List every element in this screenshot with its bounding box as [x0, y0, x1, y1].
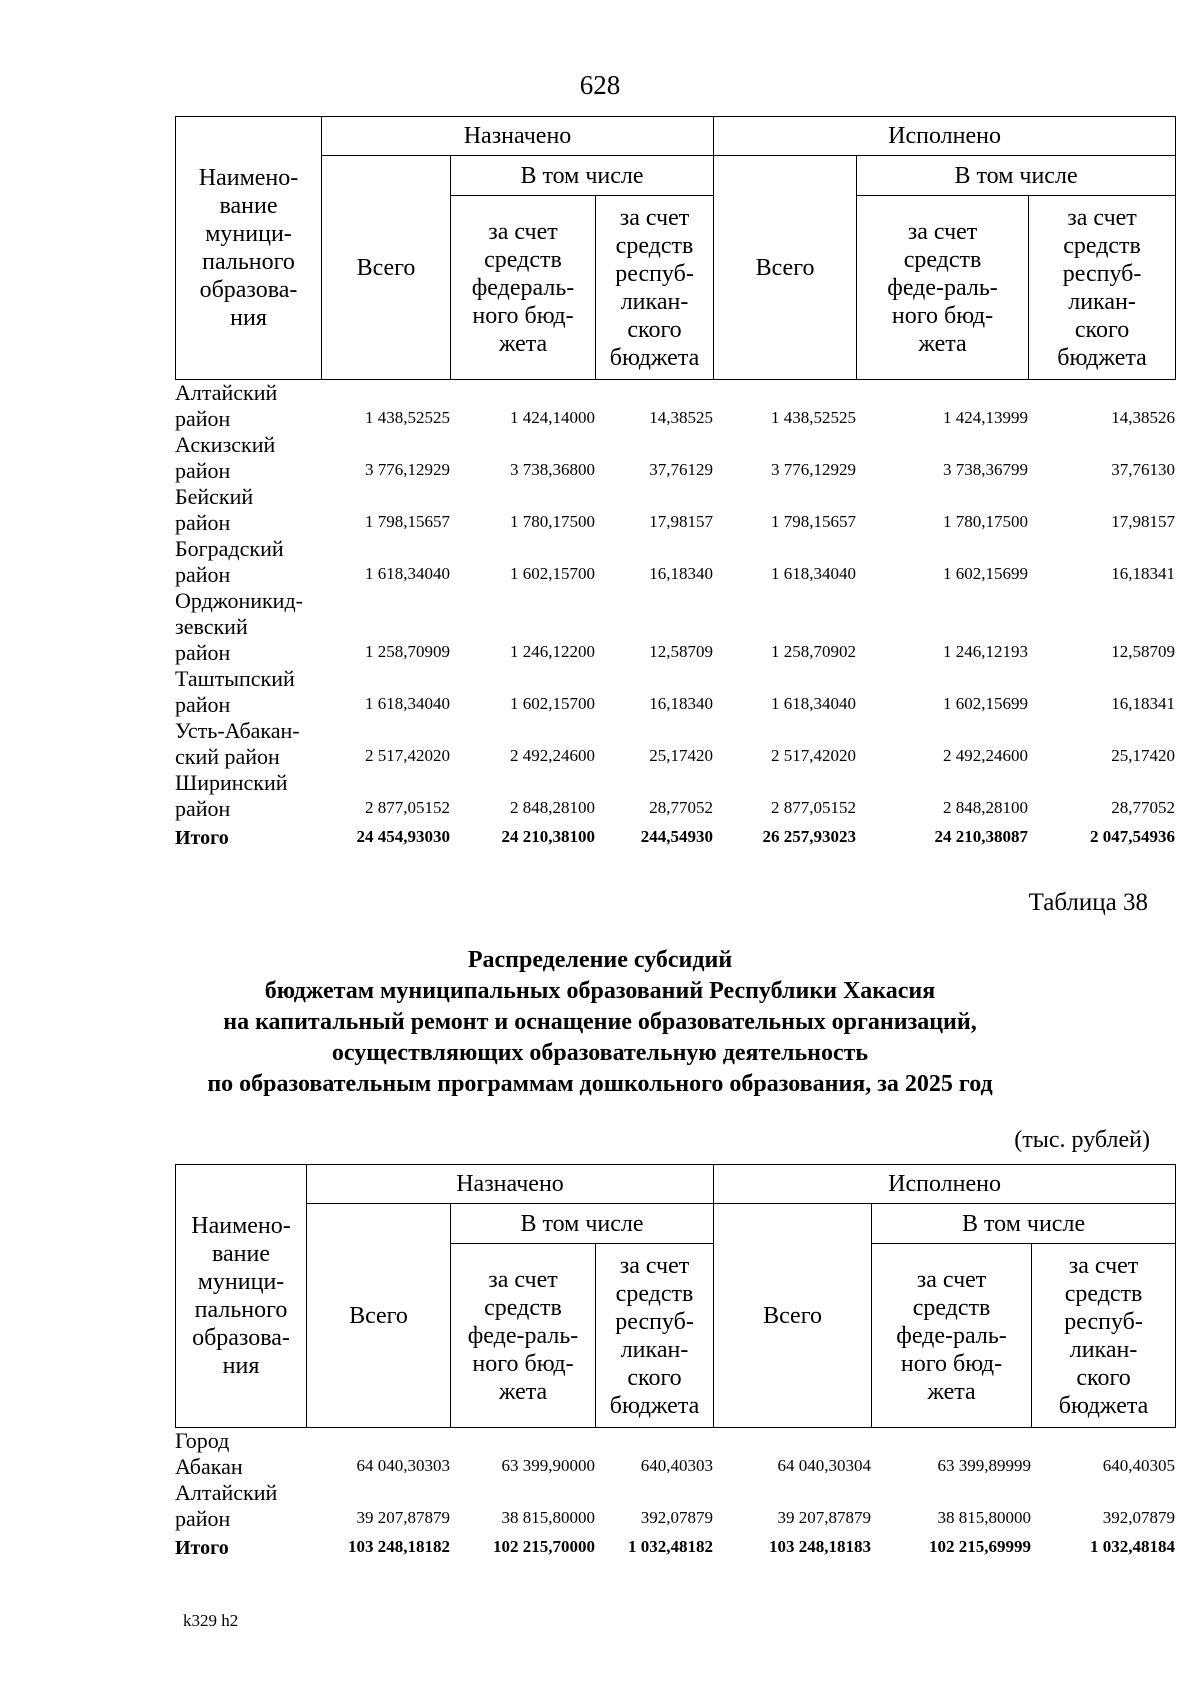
header-line: за счет [916, 1266, 987, 1293]
total-value-cell: 24 210,38100 [501, 827, 595, 846]
value-cell: 1 602,15700 [510, 564, 595, 583]
header-line: ного бюд- [900, 1350, 1003, 1377]
col-header-assigned: Назначено [322, 117, 714, 156]
value-cell: 1 602,15699 [943, 694, 1028, 713]
header-line: феде-раль- [467, 1322, 579, 1349]
header-line: жета [927, 1378, 976, 1405]
value-cell: 1 258,70902 [771, 642, 856, 661]
municipality-name [175, 380, 321, 432]
col-header-name [176, 1165, 307, 1428]
header-line: ликан- [1068, 288, 1136, 315]
value-cell: 16,18340 [649, 564, 713, 583]
name-line: ский район [175, 744, 280, 769]
value-cell: 2 877,05152 [771, 798, 856, 817]
name-line: Усть-Абакан- [175, 718, 300, 743]
value-cell: 14,38526 [1111, 408, 1175, 427]
value-cell: 39 207,87879 [356, 1508, 450, 1527]
footer-code: k329 h2 [183, 1611, 239, 1630]
header-line: образова- [192, 1325, 290, 1351]
name-line: зевский [175, 614, 248, 639]
col-header-assigned-including: В том числе [451, 1204, 714, 1244]
name-line: район [175, 796, 231, 821]
col-header-assigned-including: В том числе [451, 156, 714, 196]
table-row [175, 484, 1175, 536]
name-line: Таштыпский [175, 666, 295, 691]
table-row [175, 666, 1175, 718]
value-cell: 1 602,15699 [943, 564, 1028, 583]
header-line: средств [484, 246, 562, 273]
name-line: Орджоникид- [175, 588, 303, 613]
table-row [175, 380, 1175, 432]
header-line: средств [1064, 1280, 1143, 1307]
municipality-name [175, 432, 321, 484]
col-header-executed-federal [857, 196, 1029, 380]
header-line: муници- [197, 1269, 285, 1295]
value-cell: 1 618,34040 [771, 694, 856, 713]
header-line: средств [903, 246, 982, 273]
value-cell: 28,77052 [649, 798, 713, 817]
name-line: Алтайский [175, 1480, 278, 1505]
header-line: ликан- [620, 288, 689, 315]
value-cell: 3 738,36799 [943, 460, 1028, 479]
total-value-cell: 24 454,93030 [356, 827, 450, 846]
header-line: феде-раль- [896, 1322, 1007, 1349]
title-line: по образовательным программам дошкольного образования, за 2025 год [207, 1071, 993, 1097]
value-cell: 37,76130 [1111, 460, 1175, 479]
header-line: вание [219, 193, 278, 219]
header-line: ликан- [620, 1336, 689, 1363]
header-line: средств [912, 1294, 991, 1321]
value-cell: 1 798,15657 [365, 512, 450, 531]
table-row [175, 1480, 1175, 1532]
header-line: ного бюд- [891, 302, 994, 329]
total-value-cell: 26 257,93023 [762, 827, 856, 846]
table2-body [175, 1428, 1175, 1561]
value-cell: 1 246,12200 [510, 642, 595, 661]
value-cell: 1 424,13999 [943, 408, 1028, 427]
unit-label: (тыс. рублей) [1014, 1127, 1150, 1153]
header-line: ского [1074, 316, 1130, 343]
value-cell: 2 492,24600 [943, 746, 1028, 765]
col-header-executed-total: Всего [714, 1204, 872, 1428]
value-cell: 64 040,30303 [356, 1456, 450, 1475]
total-label: Итого [175, 827, 229, 849]
value-cell: 2 517,42020 [365, 746, 450, 765]
name-line: Бейский [175, 484, 254, 509]
header-line: ского [1076, 1364, 1131, 1391]
title-line: осуществляющих образовательную деятельность [331, 1040, 869, 1066]
header-line: респуб- [1062, 260, 1142, 287]
value-cell: 1 438,52525 [771, 408, 856, 427]
municipality-name [175, 484, 321, 536]
header-line: за счет [619, 1252, 690, 1279]
header-line: респуб- [615, 260, 694, 287]
value-cell: 1 618,34040 [365, 694, 450, 713]
table-row [175, 588, 1175, 666]
title-line: на капитальный ремонт и оснащение образовательных организаций, [223, 1009, 977, 1035]
col-header-assigned-federal [451, 196, 596, 380]
header-line: респуб- [1064, 1308, 1143, 1335]
header-line: за счет [907, 218, 978, 245]
total-value-cell: 102 215,70000 [493, 1537, 595, 1556]
total-value-cell: 244,54930 [640, 827, 713, 846]
header-line: бюджета [609, 1392, 700, 1419]
value-cell: 1 602,15700 [510, 694, 595, 713]
value-cell: 63 399,89999 [937, 1456, 1031, 1475]
header-line: за счет [1067, 204, 1137, 231]
value-cell: 1 438,52525 [365, 408, 450, 427]
value-cell: 63 399,90000 [501, 1456, 595, 1475]
header-line: феде-раль- [887, 274, 998, 301]
value-cell: 2 877,05152 [365, 798, 450, 817]
value-cell: 17,98157 [1111, 512, 1175, 531]
header-line: пального [194, 1297, 288, 1323]
total-value-cell: 102 215,69999 [929, 1537, 1031, 1556]
title-line: Распределение субсидий [467, 947, 733, 973]
col-header-assigned-republic [596, 1244, 714, 1428]
header-line: средств [1063, 232, 1141, 259]
value-cell: 16,18341 [1111, 694, 1175, 713]
header-line: средств [615, 1280, 694, 1307]
name-line: Абакан [175, 1454, 243, 1479]
total-label: Итого [175, 1537, 229, 1559]
value-cell: 38 815,80000 [501, 1508, 595, 1527]
header-line: за счет [488, 218, 558, 245]
value-cell: 38 815,80000 [937, 1508, 1031, 1527]
header-line: образова- [199, 277, 298, 303]
header-line: бюджета [1058, 1392, 1149, 1419]
value-cell: 640,40303 [640, 1456, 713, 1475]
header-line: пального [202, 249, 295, 275]
header-line: ского [627, 316, 682, 343]
col-header-assigned-republic [596, 196, 714, 380]
value-cell: 37,76129 [649, 460, 713, 479]
name-line: Ширинский [175, 770, 288, 795]
table-row [175, 536, 1175, 588]
col-header-executed: Исполнено [714, 117, 1176, 156]
col-header-assigned: Назначено [307, 1165, 714, 1204]
value-cell: 25,17420 [649, 746, 713, 765]
table2-header [175, 1164, 1176, 1428]
value-cell: 2 517,42020 [771, 746, 856, 765]
total-value-cell: 103 248,18182 [348, 1537, 450, 1556]
page-number: 628 [579, 70, 621, 100]
total-row [175, 822, 1175, 851]
header-line: жета [498, 330, 548, 357]
header-line: средств [615, 232, 694, 259]
table-row [175, 718, 1175, 770]
name-line: Город [175, 1428, 230, 1453]
col-header-assigned-total: Всего [322, 156, 451, 380]
header-line: муници- [205, 221, 292, 247]
header-line: за счет [488, 1266, 558, 1293]
value-cell: 1 246,12193 [943, 642, 1028, 661]
municipality-name [175, 536, 321, 588]
total-value-cell: 2 047,54936 [1090, 827, 1175, 846]
value-cell: 1 424,14000 [510, 408, 595, 427]
municipality-name [175, 1428, 306, 1480]
value-cell: 2 492,24600 [510, 746, 595, 765]
col-header-executed-total: Всего [714, 156, 857, 380]
header-line: средств [484, 1294, 562, 1321]
value-cell: 3 738,36800 [510, 460, 595, 479]
value-cell: 39 207,87879 [777, 1508, 871, 1527]
value-cell: 1 780,17500 [510, 512, 595, 531]
name-line: район [175, 510, 231, 535]
header-line: ния [222, 1353, 260, 1379]
value-cell: 16,18340 [649, 694, 713, 713]
value-cell: 25,17420 [1111, 746, 1175, 765]
table-row [175, 432, 1175, 484]
value-cell: 640,40305 [1102, 1456, 1175, 1475]
value-cell: 1 258,70909 [365, 642, 450, 661]
header-line: ского [627, 1364, 682, 1391]
name-line: район [175, 458, 231, 483]
header-line: федераль- [471, 274, 575, 301]
municipality-name [175, 666, 321, 718]
municipality-name [175, 718, 321, 770]
value-cell: 14,38525 [649, 408, 713, 427]
value-cell: 64 040,30304 [777, 1456, 871, 1475]
value-cell: 1 780,17500 [943, 512, 1028, 531]
title-line: бюджетам муниципальных образований Республики Хакасия [264, 978, 936, 1004]
table1-header [175, 116, 1176, 380]
value-cell: 3 776,12929 [771, 460, 856, 479]
value-cell: 1 798,15657 [771, 512, 856, 531]
header-line: бюджета [1057, 344, 1147, 371]
total-value-cell: 1 032,48184 [1090, 1537, 1175, 1556]
header-line: Наимено- [191, 1213, 291, 1239]
col-header-executed-including: В том числе [872, 1204, 1176, 1244]
value-cell: 3 776,12929 [365, 460, 450, 479]
name-line: Аскизский [175, 432, 276, 457]
value-cell: 392,07879 [640, 1508, 713, 1527]
name-line: район [175, 692, 231, 717]
table-row [175, 1428, 1175, 1480]
table1-body [175, 380, 1175, 851]
col-header-executed-including: В том числе [857, 156, 1176, 196]
col-header-executed-federal [872, 1244, 1032, 1428]
table-number-label: Таблица 38 [1028, 889, 1148, 916]
value-cell: 17,98157 [649, 512, 713, 531]
value-cell: 12,58709 [1111, 642, 1175, 661]
value-cell: 1 618,34040 [771, 564, 856, 583]
col-header-executed-republic [1032, 1244, 1176, 1428]
header-line: за счет [1068, 1252, 1139, 1279]
header-line: ного бюд- [472, 1350, 574, 1377]
header-line: ного бюд- [472, 302, 574, 329]
header-line: жета [498, 1378, 548, 1405]
value-cell: 392,07879 [1102, 1508, 1175, 1527]
total-row [175, 1532, 1175, 1561]
col-header-assigned-federal [451, 1244, 596, 1428]
name-line: район [175, 406, 231, 431]
value-cell: 12,58709 [649, 642, 713, 661]
header-line: Наимено- [198, 165, 299, 191]
header-line: жета [918, 330, 967, 357]
table2-title [0, 945, 1200, 1100]
col-header-executed-republic [1029, 196, 1176, 380]
header-line: бюджета [609, 344, 700, 371]
municipality-name [175, 1480, 306, 1532]
total-value-cell: 103 248,18183 [769, 1537, 871, 1556]
municipality-name [175, 770, 321, 822]
col-header-assigned-total: Всего [307, 1204, 451, 1428]
name-line: район [175, 640, 231, 665]
value-cell: 2 848,28100 [510, 798, 595, 817]
col-header-executed: Исполнено [714, 1165, 1176, 1204]
value-cell: 1 618,34040 [365, 564, 450, 583]
header-line: за счет [619, 204, 690, 231]
name-line: Боградский [175, 536, 284, 561]
value-cell: 28,77052 [1111, 798, 1175, 817]
name-line: Алтайский [175, 380, 278, 405]
name-line: район [175, 1506, 231, 1531]
table-row [175, 770, 1175, 822]
total-value-cell: 1 032,48182 [628, 1537, 713, 1556]
col-header-name [176, 117, 322, 380]
value-cell: 2 848,28100 [943, 798, 1028, 817]
header-line: ликан- [1069, 1336, 1138, 1363]
total-value-cell: 24 210,38087 [934, 827, 1028, 846]
name-line: район [175, 562, 231, 587]
municipality-name [175, 588, 321, 666]
header-line: ния [230, 305, 267, 331]
header-line: вание [211, 1241, 270, 1267]
header-line: респуб- [615, 1308, 694, 1335]
value-cell: 16,18341 [1111, 564, 1175, 583]
